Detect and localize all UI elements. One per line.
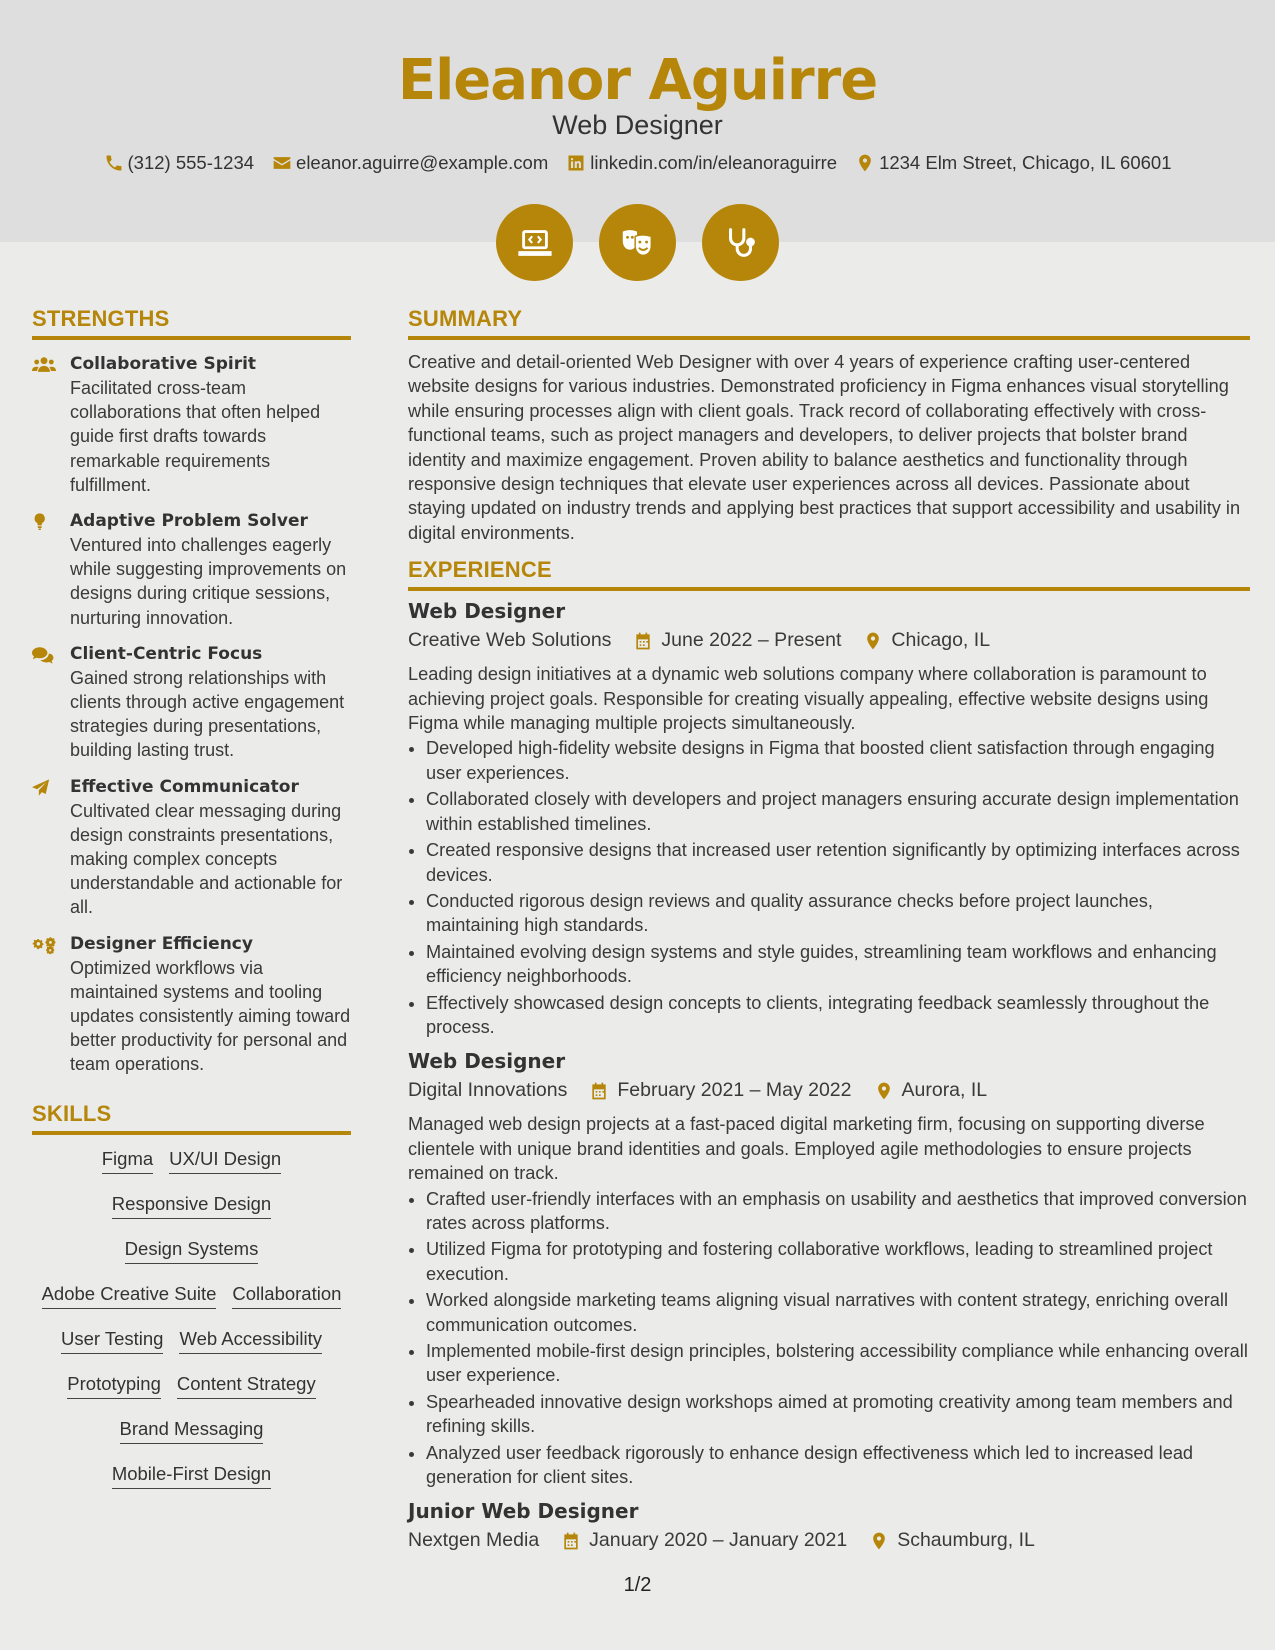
linkedin-icon [566,153,586,173]
job-entry [408,1499,1250,1552]
paper-plane-icon [32,778,56,798]
job-company: Nextgen Media [408,1529,540,1552]
contact-linkedin[interactable] [566,152,837,174]
left-column [32,306,351,1507]
job-company: Digital Innovations [408,1079,568,1102]
list-item: • Collaborated closely with developers and project managers ensuring accurate design implementation within established timelines. [426,787,1250,836]
cogs-icon [32,935,56,955]
list-item: • Analyzed user feedback rigorously to enhance design effectiveness which led to increased lead generation for client sites. [426,1441,1250,1490]
list-item: • Utilized Figma for prototyping and fostering collaborative workflows, leading to streamlined project execution. [426,1237,1250,1286]
skill-tag: Web Accessibility [179,1327,322,1354]
list-item: • Implemented mobile-first design principles, bolstering accessibility compliance while enhancing overall user experience. [426,1339,1250,1388]
skill-tag: UX/UI Design [169,1147,281,1174]
skill-tag: Prototyping [67,1372,161,1399]
skill-tag: Figma [102,1147,153,1174]
contact-phone[interactable] [104,152,255,174]
job-bullets [408,1187,1250,1490]
calendar-icon [633,631,653,651]
strength-desc: Optimized workflows via maintained systems and tooling updates consistently aiming toward better productivity for personal and team operations. [70,957,351,1075]
strength-desc: Facilitated cross-team collaborations that often helped guide first drafts towards remarkable requirements fulfillment. [70,378,321,495]
skill-tag: Mobile-First Design [112,1462,271,1489]
contact-email-text: eleanor.aguirre@example.com [296,152,549,173]
calendar-icon [561,1531,581,1551]
job-meta [408,1529,1250,1552]
list-item: • Worked alongside marketing teams aligning visual narratives with content strategy, enriching overall communication outcomes. [426,1288,1250,1337]
summary-text: Creative and detail-oriented Web Designer with over 4 years of experience crafting user-centered website designs for various industries. Demonstrated proficiency in Figma enhances visual storytelling while ensuring processes align with client goals. Track record of collaborating effectively with cross-functional teams, such as project managers and developers, to deliver projects that bolster brand identity and maximize engagement. Proven ability to balance aesthetics and functionality through responsive design techniques that elevate user experiences across all devices. Passionate about staying updated on industry trends and applying best practices that support accessibility and usability in digital environments. [408,352,1241,543]
job-description: Leading design initiatives at a dynamic web solutions company where collaboration is paramount to achieving project goals. Responsible for creating visually appealing, effective website designs using Figma while managing multiple projects simultaneously. [408,664,1209,734]
job-title: Web Designer [408,1049,566,1074]
strength-desc: Ventured into challenges eagerly while suggesting improvements on designs during critique sessions, nurturing innovation. [70,535,347,628]
strength-title: Effective Communicator [70,776,299,797]
right-column [408,306,1250,1552]
skill-tag: Adobe Creative Suite [42,1282,217,1309]
comments-icon [32,645,56,665]
job-dates: January 2020 – January 2021 [589,1529,848,1552]
job-dates: February 2021 – May 2022 [617,1079,852,1102]
page-number: 1/2 [623,1574,652,1596]
contact-email[interactable] [272,152,548,174]
phone-icon [104,153,124,173]
strength-title: Client-Centric Focus [70,643,263,664]
job-location: Schaumburg, IL [897,1529,1035,1552]
job-title: Web Designer [408,599,566,624]
strength-item [32,352,351,497]
badge-masks [599,204,676,281]
skill-tag: Collaboration [232,1282,341,1309]
list-item: • Crafted user-friendly interfaces with an emphasis on usability and aesthetics that improved conversion rates across platforms. [426,1187,1250,1236]
job-location: Aurora, IL [901,1079,988,1102]
list-item: • Created responsive designs that increased user retention significantly by optimizing interfaces across devices. [426,838,1250,887]
contact-address-text: 1234 Elm Street, Chicago, IL 60601 [879,152,1172,173]
job-description: Managed web design projects at a fast-paced digital marketing firm, focusing on supporting diverse clientele with unique brand identities and goals. Employed agile methodologies to ensure projects remained on track. [408,1114,1205,1184]
strength-title: Adaptive Problem Solver [70,511,308,532]
map-pin-icon [874,1081,894,1101]
job-title: Junior Web Designer [408,1499,639,1524]
contact-linkedin-text: linkedin.com/in/eleanoraguirre [590,152,838,173]
strength-desc: Gained strong relationships with clients through active engagement strategies during presentations, building lasting trust. [70,667,345,761]
strength-item [32,932,351,1077]
list-item: • Conducted rigorous design reviews and quality assurance checks before project launches, maintaining high standards. [426,889,1250,938]
skills-list [32,1147,351,1507]
list-item: • Developed high-fidelity website designs in Figma that boosted client satisfaction through engaging user experiences. [426,736,1250,785]
skill-tag: Content Strategy [177,1372,316,1399]
candidate-role: Web Designer [552,110,723,140]
envelope-icon [272,153,292,173]
job-entry [408,599,1250,1039]
candidate-name: Eleanor Aguirre [397,48,878,113]
job-location: Chicago, IL [891,629,991,652]
strength-desc: Cultivated clear messaging during design constraints presentations, making complex concepts understandable and actionable for all. [70,800,343,918]
lightbulb-icon [32,512,56,532]
badge-stethoscope [702,204,779,281]
strength-title: Designer Efficiency [70,933,253,954]
laptop-code-icon [516,224,554,262]
job-meta [408,629,1250,652]
skills-heading: SKILLS [32,1101,351,1135]
interest-badges [0,204,1275,281]
map-pin-icon [855,153,875,173]
list-item: • Effectively showcased design concepts to clients, integrating feedback seamlessly throughout the process. [426,991,1250,1040]
map-pin-icon [863,631,883,651]
map-pin-icon [869,1531,889,1551]
contact-address [855,152,1171,174]
job-company: Creative Web Solutions [408,629,612,652]
badge-laptop [496,204,573,281]
contact-phone-text: (312) 555-1234 [127,152,255,173]
strength-item [32,642,351,763]
calendar-icon [589,1081,609,1101]
experience-heading: EXPERIENCE [408,557,1250,591]
list-item: • Maintained evolving design systems and style guides, streamlining team workflows and enhancing efficiency neighborhoods. [426,940,1250,989]
users-icon [32,355,56,375]
job-dates: June 2022 – Present [661,629,842,652]
job-entry [408,1049,1250,1489]
strengths-heading: STRENGTHS [32,306,351,340]
skill-tag: User Testing [61,1327,163,1354]
job-bullets [408,736,1250,1039]
skill-tag: Design Systems [125,1237,259,1264]
theater-masks-icon [619,224,657,262]
contact-bar [0,152,1275,174]
strength-item [32,509,351,630]
list-item: • Spearheaded innovative design workshops aimed at promoting creativity among team members and refining skills. [426,1390,1250,1439]
skill-tag: Brand Messaging [120,1417,264,1444]
stethoscope-icon [722,224,760,262]
summary-heading: SUMMARY [408,306,1250,340]
skill-tag: Responsive Design [112,1192,271,1219]
strength-title: Collaborative Spirit [70,354,257,374]
job-meta [408,1079,1250,1102]
strength-item [32,775,351,920]
